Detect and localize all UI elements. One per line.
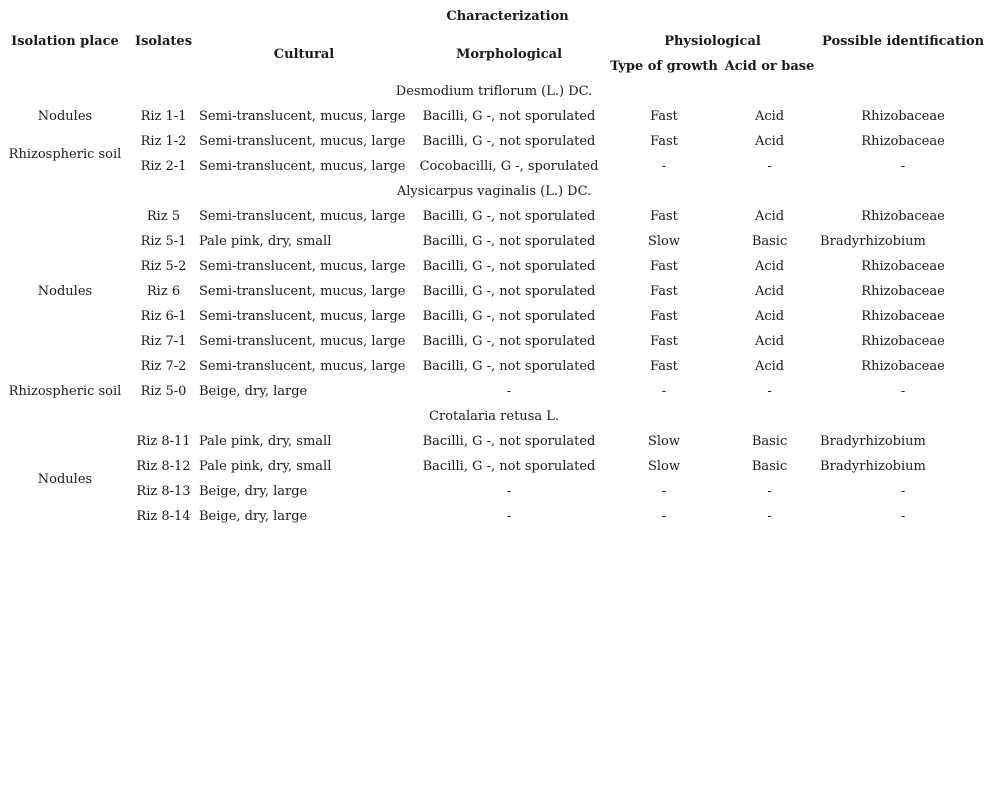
identification-cell: Rhizobaceae [861,209,945,224]
morphological-cell: Bacilli, G -, not sporulated [422,434,596,449]
identification-cell: Bradyrhizobium [820,459,926,474]
isolation-place-cell: Rhizospheric soil [8,384,122,399]
table-row [0,454,988,479]
isolate-cell: Riz 7-2 [140,359,187,374]
identification-cell: Rhizobaceae [861,334,945,349]
morphological-cell: Bacilli, G -, not sporulated [422,109,596,124]
morphological-cell: Bacilli, G -, not sporulated [422,234,596,249]
acid-base-cell: Acid [754,334,785,349]
isolate-cell: Riz 6 [146,284,181,299]
cultural-cell: Semi-translucent, mucus, large [199,284,406,299]
growth-cell: - [661,384,667,399]
growth-cell: Fast [650,359,678,374]
morphological-cell: Bacilli, G -, not sporulated [422,259,596,274]
morphological-cell: Bacilli, G -, not sporulated [422,334,596,349]
acid-base-cell: Basic [751,459,788,474]
morphological-cell: Bacilli, G -, not sporulated [422,359,596,374]
characterization-table [0,4,988,529]
table-header [0,4,988,79]
growth-cell: - [661,484,667,499]
header-possible-identification: Possible identification [822,34,985,49]
isolate-cell: Riz 8-11 [136,434,191,449]
isolate-cell: Riz 8-13 [136,484,191,499]
identification-cell: Rhizobaceae [861,259,945,274]
plant-group-row [0,79,988,104]
acid-base-cell: Acid [754,109,785,124]
identification-cell: Rhizobaceae [861,359,945,374]
identification-cell: - [900,509,906,524]
acid-base-cell: Acid [754,134,785,149]
plant-name: Crotalaria retusa L. [429,409,559,424]
morphological-cell: - [506,484,512,499]
table-row [0,354,988,379]
table-row [0,229,988,254]
header-isolates: Isolates [134,34,193,49]
cultural-cell: Semi-translucent, mucus, large [199,359,406,374]
growth-cell: Fast [650,334,678,349]
cultural-cell: Semi-translucent, mucus, large [199,259,406,274]
acid-base-cell: Acid [754,209,785,224]
morphological-cell: - [506,509,512,524]
isolate-cell: Riz 5-2 [140,259,187,274]
isolate-cell: Riz 1-2 [140,134,187,149]
header-acid-or-base: Acid or base [724,59,815,74]
cultural-cell: Beige, dry, large [199,509,308,524]
growth-cell: Fast [650,109,678,124]
growth-cell: Fast [650,259,678,274]
isolate-cell: Riz 6-1 [140,309,187,324]
growth-cell: Slow [647,234,681,249]
acid-base-cell: - [767,509,772,524]
cultural-cell: Pale pink, dry, small [199,234,332,249]
isolate-cell: Riz 5 [146,209,181,224]
table-row [0,154,988,179]
plant-group-row [0,404,988,429]
table-row [0,104,988,129]
isolate-cell: Riz 8-14 [136,509,191,524]
growth-cell: Fast [650,134,678,149]
plant-group-row [0,179,988,204]
identification-cell: Bradyrhizobium [820,234,926,249]
acid-base-cell: - [767,484,772,499]
identification-cell: Rhizobaceae [861,134,945,149]
cultural-cell: Beige, dry, large [199,484,308,499]
acid-base-cell: Acid [754,284,785,299]
table-row [0,504,988,529]
growth-cell: Fast [650,284,678,299]
cultural-cell: Semi-translucent, mucus, large [199,209,406,224]
plant-name: Desmodium triflorum (L.) DC. [395,84,593,99]
identification-cell: - [900,159,906,174]
header-characterization: Characterization [446,9,569,24]
morphological-cell: Bacilli, G -, not sporulated [422,309,596,324]
table-row [0,204,988,229]
cultural-cell: Pale pink, dry, small [199,434,332,449]
morphological-cell: Bacilli, G -, not sporulated [422,459,596,474]
isolation-place-cell: Nodules [37,284,93,299]
isolate-cell: Riz 1-1 [140,109,187,124]
morphological-cell: Cocobacilli, G -, sporulated [419,159,599,174]
isolate-cell: Riz 8-12 [136,459,191,474]
isolate-cell: Riz 7-1 [140,334,187,349]
growth-cell: - [661,509,667,524]
cultural-cell: Semi-translucent, mucus, large [199,309,406,324]
plant-name: Alysicarpus vaginalis (L.) DC. [396,184,592,199]
acid-base-cell: Basic [751,234,788,249]
cultural-cell: Semi-translucent, mucus, large [199,334,406,349]
table-row [0,129,988,154]
growth-cell: Slow [647,434,681,449]
table-row [0,304,988,329]
cultural-cell: Pale pink, dry, small [199,459,332,474]
cultural-cell: Beige, dry, large [199,384,308,399]
isolation-place-cell: Nodules [37,109,93,124]
cultural-cell: Semi-translucent, mucus, large [199,109,406,124]
growth-cell: Fast [650,309,678,324]
identification-cell: Rhizobaceae [861,309,945,324]
isolate-cell: Riz 5-1 [140,234,187,249]
acid-base-cell: Acid [754,309,785,324]
growth-cell: - [661,159,667,174]
identification-cell: - [900,484,906,499]
morphological-cell: Bacilli, G -, not sporulated [422,134,596,149]
table-row [0,379,988,404]
isolate-cell: Riz 2-1 [140,159,187,174]
table-body [0,79,988,529]
acid-base-cell: Acid [754,259,785,274]
morphological-cell: - [506,384,512,399]
isolation-place-cell: Nodules [37,471,93,487]
table-row [0,254,988,279]
header-isolation-place: Isolation place [11,34,119,49]
acid-base-cell: - [767,384,772,399]
morphological-cell: Bacilli, G -, not sporulated [422,209,596,224]
header-physiological: Physiological [664,34,761,49]
morphological-cell: Bacilli, G -, not sporulated [422,284,596,299]
table-row [0,329,988,354]
header-morphological: Morphological [455,46,563,62]
header-cultural: Cultural [273,46,335,62]
growth-cell: Slow [647,459,681,474]
acid-base-cell: - [767,159,772,174]
identification-cell: Bradyrhizobium [820,434,926,449]
table-row [0,479,988,504]
acid-base-cell: Acid [754,359,785,374]
table-row [0,279,988,304]
table-row [0,429,988,454]
growth-cell: Fast [650,209,678,224]
acid-base-cell: Basic [751,434,788,449]
identification-cell: Rhizobaceae [861,109,945,124]
cultural-cell: Semi-translucent, mucus, large [199,134,406,149]
isolation-place-cell: Rhizospheric soil [8,146,122,162]
header-type-of-growth: Type of growth [610,59,718,74]
identification-cell: - [900,384,906,399]
identification-cell: Rhizobaceae [861,284,945,299]
cultural-cell: Semi-translucent, mucus, large [199,159,406,174]
isolate-cell: Riz 5-0 [140,384,187,399]
